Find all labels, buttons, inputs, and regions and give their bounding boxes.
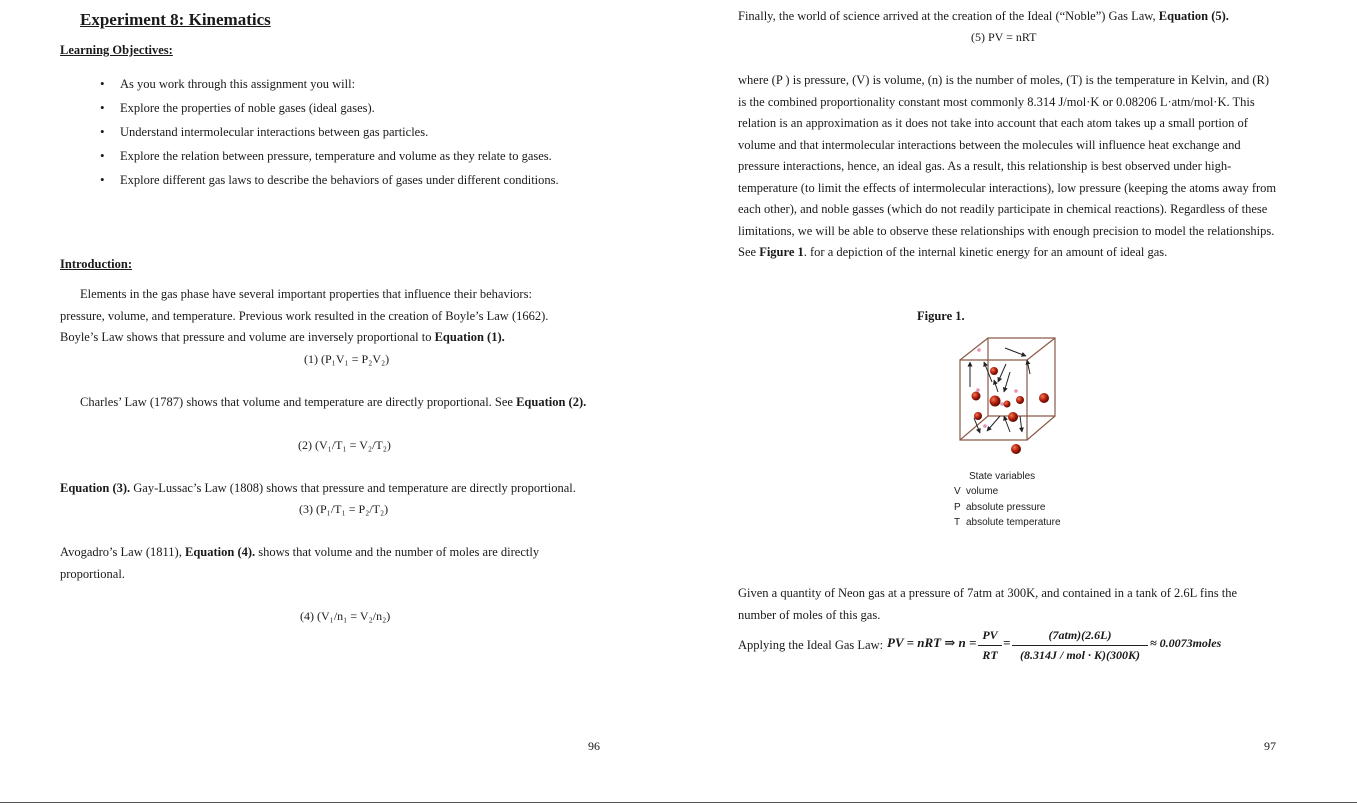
equation-2: (2) (V₁/T₁ = V₂/T₂) — [298, 438, 391, 452]
formula-result: ≈ 0.0073moles — [1150, 636, 1222, 650]
fraction-2-denominator: (8.314J / mol · K)(300K) — [1020, 648, 1140, 662]
list-item: • Understand intermolecular interactions between gas particles. — [100, 120, 620, 144]
page-number: 97 — [1264, 739, 1276, 753]
left-page — [0, 0, 678, 800]
equation-5: (5) PV = nRT — [971, 30, 1037, 44]
fraction-1-numerator: PV — [982, 628, 998, 642]
figure-caption-list — [954, 484, 1061, 531]
list-item: • Explore different gas laws to describe the behaviors of gases under different conditions. — [100, 168, 560, 192]
gay-lussac-paragraph: Equation (3). Gay-Lussac’s Law (1808) shows that pressure and temperature are directly proportional. — [60, 481, 576, 495]
equation-1: (1) (P₁V₁ = P₂V₂) — [304, 352, 390, 366]
equation-3: (3) (P₁/T₁ = P₂/T₂) — [299, 502, 389, 516]
page-number: 96 — [588, 739, 600, 753]
problem-statement: Given a quantity of Neon gas at a pressure of 7atm at 300K, and contained in a tank of 2.6L fins the number of moles of this gas. — [738, 586, 1238, 622]
charles-paragraph: Charles’ Law (1787) shows that volume and temperature are directly proportional. See Equation (2). — [80, 395, 587, 409]
list-item: • Explore the properties of noble gases (ideal gases). — [100, 96, 620, 120]
page-bottom-divider — [0, 802, 1357, 803]
caption-item: P absolute pressure — [954, 501, 1046, 513]
figure-label: Figure 1. — [917, 309, 965, 323]
ideal-gas-explanation: where (P ) is pressure, (V) is volume, (n) is the number of moles, (T) is the temperature in Kelvin, and (R) is the combined proportionality constant most commonly 8.314 J/mol·K or 0.08206 L·atm/mol·K. This relation is an approximation as it does not take into account that each atom takes up a small portion of volume and that intermolecular interactions between the molecules will influence heat exchange and pressure interactions, hence, an ideal gas. As a result, this relationship is best observed under high-temperature (to limit the effects of intermolecular interactions), low pressure (keeping the atoms away from each other), and noble gasses (which do not readily participate in chemical reactions). Regardless of these limitations, we will be able to observe these relationships with enough precision to model the relationships. See Figure 1. for a depiction of the internal kinetic energy for an amount of ideal gas. — [738, 73, 1277, 259]
introduction-heading: Introduction: — [60, 257, 133, 271]
figure-caption-heading: State variables — [969, 471, 1036, 482]
formula-equals: = — [1003, 635, 1011, 650]
list-item: • Explore the relation between pressure, temperature and volume as they relate to gases. — [100, 144, 580, 168]
ideal-gas-intro: Finally, the world of science arrived at the creation of the Ideal (“Noble”) Gas Law, Equation (5). — [738, 9, 1229, 23]
objectives-heading: Learning Objectives: — [60, 43, 173, 57]
formula-lhs: PV = nRT ⇒ n = — [887, 635, 977, 650]
fraction-1-denominator: RT — [982, 648, 998, 662]
fraction-2-bar — [1012, 645, 1148, 646]
caption-item: T absolute temperature — [954, 517, 1061, 528]
objectives-list — [100, 72, 620, 192]
caption-item: V volume — [954, 486, 999, 497]
equation-4: (4) (V₁/n₁ = V₂/n₂) — [300, 609, 391, 623]
gas-cube-illustration — [950, 332, 1070, 462]
fraction-1-bar — [978, 645, 1002, 646]
list-item: • As you work through this assignment you will: — [100, 72, 620, 96]
page-title: Experiment 8: Kinematics — [80, 10, 271, 29]
avogadro-paragraph: Avogadro’s Law (1811), Equation (4). shows that volume and the number of moles are directly proportional. — [60, 545, 540, 581]
intro-paragraph: Elements in the gas phase have several important properties that influence their behaviors: pressure, volume, and temperature. Previous work resulted in the creation of Boyle’s Law (1662). Boyle’s Law shows that pressure and volume are inversely proportional to Equation (1). — [60, 287, 549, 344]
fraction-2-numerator: (7atm)(2.6L) — [1048, 628, 1112, 642]
right-page — [678, 0, 1357, 800]
applying-label: Applying the Ideal Gas Law: — [738, 638, 884, 652]
